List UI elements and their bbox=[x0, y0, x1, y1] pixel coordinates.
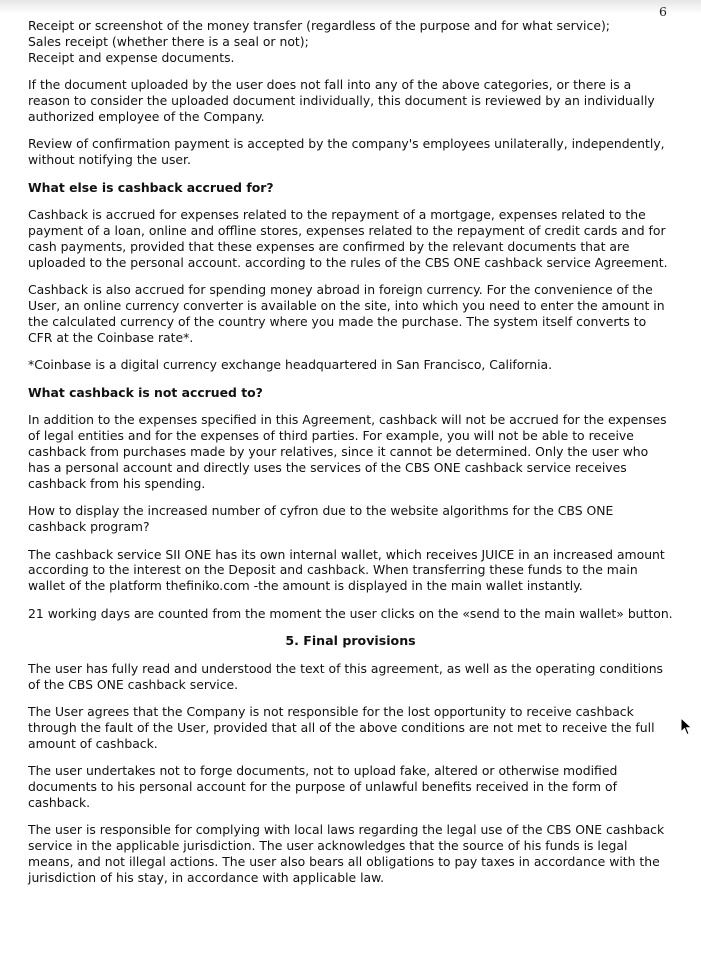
document-body bbox=[28, 18, 673, 897]
paragraph: The user is responsible for complying with local laws regarding the legal use of the CBS ONE cashback service in the applicable jurisdiction. The user acknowledges that the source of his funds is legal means, and not illegal actions. The user also bears all obligations to pay taxes in accordance with the jurisdiction of his stay, in accordance with applicable law. bbox=[28, 822, 665, 886]
list-item: Receipt and expense documents. bbox=[28, 49, 235, 65]
heading-cashback-accrued: What else is cashback accrued for? bbox=[28, 179, 274, 195]
paragraph: Cashback is accrued for expenses related to the repayment of a mortgage, expenses related to the payment of a loan, online and offline stores, expenses related to the repayment of credit cards and for cash payments, provided that these expenses are confirmed by the relevant documents that are uploaded to the personal account. according to the rules of the CBS ONE cashback service Agreement. bbox=[28, 207, 668, 270]
paragraph: 21 working days are counted from the moment the user clicks on the «send to the main wallet» button. bbox=[28, 605, 673, 621]
paragraph: In addition to the expenses specified in this Agreement, cashback will not be accrued for the expenses of legal entities and for the expenses of third parties. For example, you will not be able to receive cashback from purchases made by your relatives, since it cannot be determined. Only the user who has a personal account and directly uses the services of the CBS ONE cashback service receives cashback from his spending. bbox=[28, 412, 667, 491]
mouse-pointer-icon bbox=[680, 717, 694, 737]
paragraph: How to display the increased number of cyfron due to the website algorithms for the CBS ONE cashback program? bbox=[28, 503, 614, 535]
paragraph: The cashback service SII ONE has its own internal wallet, which receives JUICE in an increased amount according to the interest on the Deposit and cashback. When transferring these funds to the main wallet of the platform thefiniko.com -the amount is displayed in the main wallet instantly. bbox=[28, 546, 665, 594]
footnote-coinbase: *Coinbase is a digital currency exchange headquartered in San Francisco, California. bbox=[28, 357, 553, 373]
list-item: Sales receipt (whether there is a seal or not); bbox=[28, 33, 309, 49]
paragraph: Review of confirmation payment is accepted by the company's employees unilaterally, independently, without notifying the user. bbox=[28, 136, 665, 168]
list-item: Receipt or screenshot of the money transfer (regardless of the purpose and for what service); bbox=[28, 18, 610, 33]
paragraph: If the document uploaded by the user does not fall into any of the above categories, or there is a reason to consider the uploaded document individually, this document is reviewed by an individually authorized employee of the Company. bbox=[28, 77, 655, 125]
paragraph: Cashback is also accrued for spending money abroad in foreign currency. For the convenience of the User, an online currency converter is available on the site, into which you need to enter the amount in the calculated currency of the country where you made the purchase. The system itself converts to CFR at the Coinbase rate*. bbox=[28, 282, 665, 345]
page-top-shadow bbox=[0, 0, 701, 14]
accepted-documents-list bbox=[28, 18, 673, 66]
section-title-final-provisions: 5. Final provisions bbox=[285, 633, 416, 649]
paragraph: The user undertakes not to forge documents, not to upload fake, altered or otherwise modified documents to his personal account for the purpose of unlawful benefits received in the form of cashback. bbox=[28, 763, 618, 810]
paragraph: The User agrees that the Company is not responsible for the lost opportunity to receive cashback through the fault of the User, provided that all of the above conditions are not met to receive the full amount of cashback. bbox=[28, 703, 655, 751]
heading-cashback-not-accrued: What cashback is not accrued to? bbox=[28, 384, 263, 400]
paragraph: The user has fully read and understood the text of this agreement, as well as the operating conditions of the CBS ONE cashback service. bbox=[28, 660, 664, 692]
page-number: 6 bbox=[659, 4, 667, 19]
